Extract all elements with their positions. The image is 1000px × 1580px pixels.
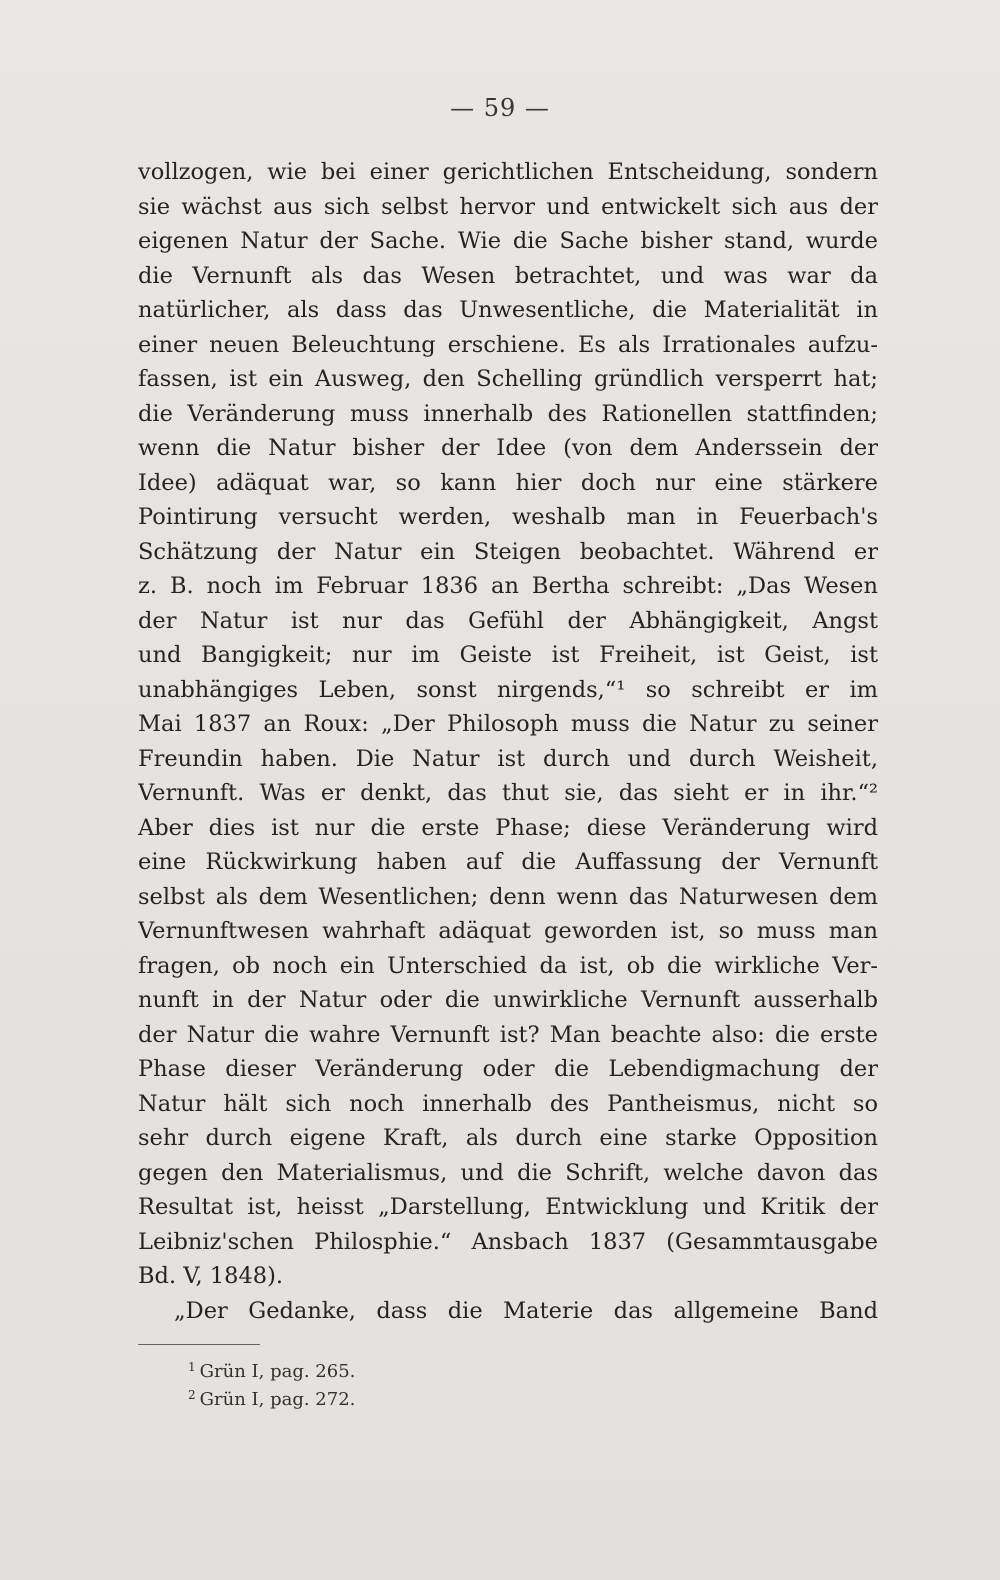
text-line: eine Rückwirkung haben auf die Auffassung der Vernunft [138, 849, 878, 875]
footnote [188, 1386, 588, 1414]
page-number: — 59 — [450, 94, 550, 122]
text-line: unabhängiges Leben, sonst nirgends,“¹ so schreibt er im [138, 676, 878, 703]
text-line: und Bangigkeit; nur im Geiste ist Freiheit, ist Geist, ist [138, 642, 878, 668]
text-line: selbst als dem Wesentlichen; denn wenn das Naturwesen dem [138, 883, 878, 910]
text-line: sehr durch eigene Kraft, als durch eine starke Opposition [138, 1125, 878, 1151]
text-line: Vernunftwesen wahrhaft adäquat geworden ist, so muss man [138, 918, 878, 944]
text-line: Schätzung der Natur ein Steigen beobachtet. Während er [138, 538, 878, 565]
text-line: „Der Gedanke, dass die Materie das allgemeine Band [174, 1297, 878, 1324]
text-line: Phase dieser Veränderung oder die Lebendigmachung der [138, 1056, 878, 1082]
text-line: Aber dies ist nur die erste Phase; diese Veränderung wird [138, 814, 878, 841]
text-line: Vernunft. Was er denkt, das thut sie, das sieht er in ihr.“² [138, 780, 878, 806]
footnote-text: Grün I, pag. 265. [199, 1361, 356, 1382]
text-line: Mai 1837 an Roux: „Der Philosoph muss die Natur zu seiner [138, 711, 878, 737]
text-line: z. B. noch im Februar 1836 an Bertha schreibt: „Das Wesen [138, 573, 878, 599]
text-line: Freundin haben. Die Natur ist durch und durch Weisheit, [138, 745, 878, 772]
text-line: die Vernunft als das Wesen betrachtet, und was war da [138, 262, 878, 289]
footnotes [188, 1358, 588, 1414]
text-line: Leibniz'schen Philosphie.“ Ansbach 1837 (Gesammtausgabe [138, 1228, 878, 1255]
text-line: natürlicher, als dass das Unwesentliche, die Materialität in [138, 297, 878, 323]
text-line: einer neuen Beleuchtung erschiene. Es als Irrationales aufzu- [138, 331, 878, 358]
footnote-rule [138, 1344, 260, 1345]
footnote-text: Grün I, pag. 272. [199, 1389, 356, 1410]
text-line: vollzogen, wie bei einer gerichtlichen Entscheidung, sondern [138, 159, 878, 185]
text-line: nunft in der Natur oder die unwirkliche Vernunft ausserhalb [138, 987, 878, 1013]
text-line: Resultat ist, heisst „Darstellung, Entwicklung und Kritik der [138, 1194, 878, 1220]
text-line: fassen, ist ein Ausweg, den Schelling gründlich versperrt hat; [138, 366, 878, 392]
text-line: Pointirung versucht werden, weshalb man in Feuerbach's [138, 504, 878, 530]
text-line: der Natur ist nur das Gefühl der Abhängigkeit, Angst [138, 607, 878, 634]
text-line: Natur hält sich noch innerhalb des Pantheismus, nicht so [138, 1090, 878, 1117]
text-line: eigenen Natur der Sache. Wie die Sache bisher stand, wurde [138, 228, 878, 254]
text-line: wenn die Natur bisher der Idee (von dem Anderssein der [138, 435, 878, 461]
text-line: Idee) adäquat war, so kann hier doch nur eine stärkere [138, 469, 878, 496]
text-line: der Natur die wahre Vernunft ist? Man beachte also: die erste [138, 1021, 878, 1048]
text-line: gegen den Materialismus, und die Schrift, welche davon das [138, 1159, 878, 1186]
text-line: fragen, ob noch ein Unterschied da ist, ob die wirkliche Ver- [138, 952, 878, 979]
footnote-mark: 1 [188, 1360, 196, 1374]
footnote-mark: 2 [188, 1388, 196, 1402]
text-line: Bd. V, 1848). [138, 1263, 284, 1289]
text-line: die Veränderung muss innerhalb des Rationellen stattfinden; [138, 400, 878, 427]
text-line: sie wächst aus sich selbst hervor und entwickelt sich aus der [138, 193, 878, 220]
footnote [188, 1358, 588, 1386]
body-text [138, 155, 878, 1328]
